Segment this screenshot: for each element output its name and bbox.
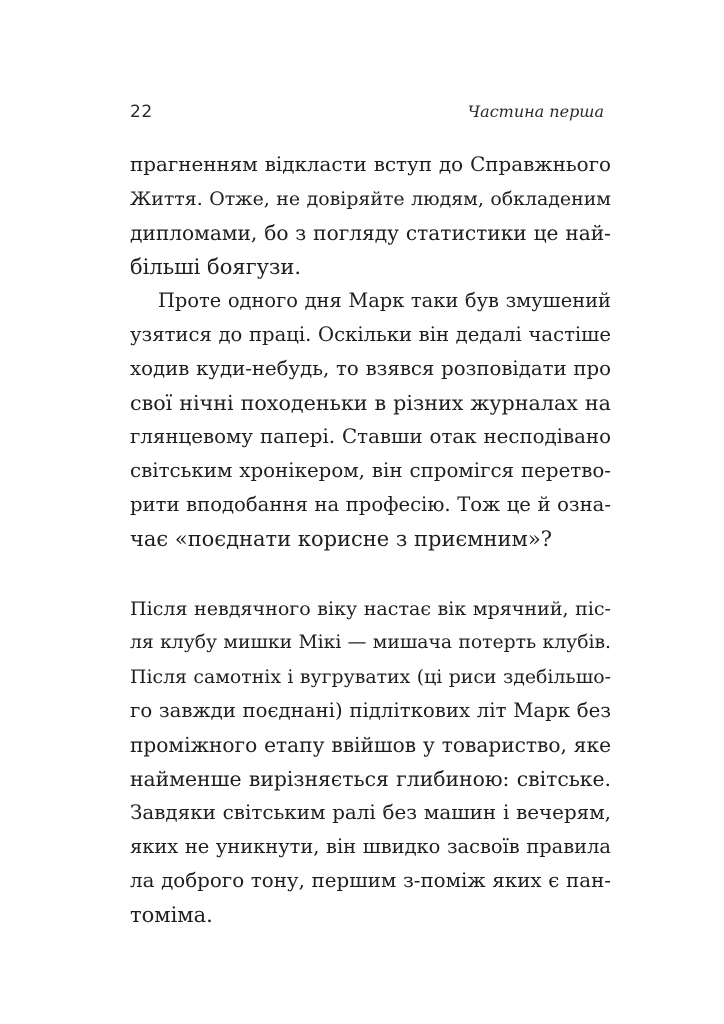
text-line: проміжного етапу ввійшов у товариство, яке	[130, 733, 611, 757]
text-line: Після невдячного віку настає вік мрячний, піс-	[130, 598, 611, 620]
text-line: ля клубу мишки Мікі — мишача потерть клубів.	[130, 632, 611, 653]
text-line: більші боягузи.	[130, 255, 302, 279]
text-line: глянцевому папері. Ставши отак несподівано	[130, 425, 611, 448]
text-line: рити вподобання на професію. Тож це й озна-	[130, 493, 611, 516]
text-line: чає «поєднати корисне з приємним»?	[130, 527, 552, 551]
text-line: Життя. Отже, не довіряйте людям, обкладеним	[130, 188, 611, 210]
text-line: прагненням відкласти вступ до Справжнього	[130, 153, 611, 176]
running-head: Частина перша	[467, 102, 604, 121]
text-line: свої нічні походеньки в різних журналах на	[130, 391, 611, 415]
text-line: дипломами, бо з погляду статистики це най-	[130, 221, 611, 245]
text-line: Проте одного дня Марк таки був змушений	[158, 289, 611, 312]
text-line: го завжди поєднані) підліткових літ Марк без	[130, 699, 611, 722]
text-line: Завдяки світським ралі без машин і вечерям,	[130, 801, 611, 824]
text-line: томіма.	[130, 903, 213, 927]
text-line: ходив куди-небудь, то взявся розповідати про	[130, 357, 611, 380]
text-line: яких не уникнути, він швидко засвоїв правила	[130, 835, 611, 858]
text-line: найменше вирізняється глибиною: світське.	[130, 767, 611, 791]
page-number: 22	[130, 102, 153, 122]
text-line: світським хронікером, він спромігся перетво-	[130, 459, 611, 482]
text-line: узятися до праці. Оскільки він дедалі частіше	[130, 323, 611, 346]
text-line: ла доброго тону, першим з-поміж яких є пан-	[130, 869, 611, 892]
text-line: Після самотніх і вугруватих (ці риси здебільшо-	[130, 666, 611, 688]
